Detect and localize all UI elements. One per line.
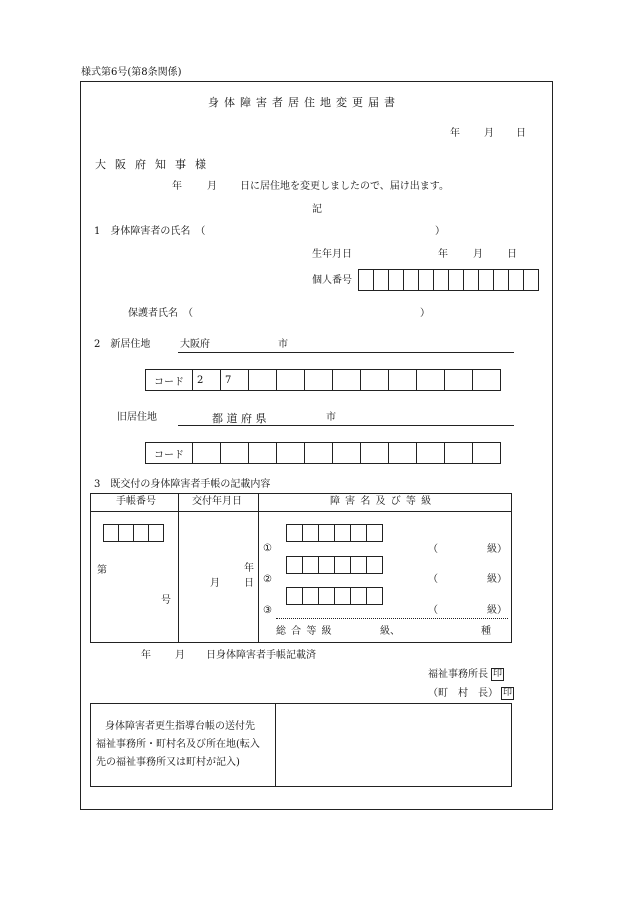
bottom-box-line1: 身体障害者更生指導台帳の送付先 (105, 721, 255, 732)
disability-cell[interactable] (366, 524, 383, 542)
individual-number-cell[interactable] (358, 269, 374, 291)
notebook-number-cell[interactable] (103, 524, 119, 542)
bottom-box-divider (275, 703, 276, 787)
town-chief-label: （町 村 長） (428, 688, 498, 699)
disability-2-grade: 級） (487, 574, 507, 585)
new-prefecture: 大阪府 (180, 339, 210, 350)
old-address-label: 旧居住地 (117, 412, 157, 423)
new-address-underline (178, 352, 514, 353)
disability-mark-2: ② (263, 574, 272, 585)
old-code-cell[interactable] (304, 442, 333, 464)
new-code-cell[interactable] (248, 369, 277, 391)
individual-number-cell[interactable] (418, 269, 434, 291)
bottom-box-line2: 福祉事務所・町村名及び所在地(転入 (96, 739, 260, 750)
disability-1-paren: （ (428, 544, 438, 555)
disability-cell[interactable] (350, 556, 367, 574)
individual-number-cell[interactable] (403, 269, 419, 291)
disability-cell[interactable] (366, 587, 383, 605)
disability-1-grade: 級） (487, 544, 507, 555)
date-year: 年 (450, 128, 460, 139)
old-code-cell[interactable] (332, 442, 361, 464)
disability-1-boxes[interactable] (286, 524, 383, 542)
disability-cell[interactable] (334, 524, 351, 542)
statement-year: 年 (172, 181, 182, 192)
recorded-month: 月 (175, 650, 185, 661)
disability-cell[interactable] (286, 524, 303, 542)
addressee: 大阪府知事様 (95, 158, 215, 171)
disability-3-grade: 級） (487, 605, 507, 616)
disability-cell[interactable] (334, 556, 351, 574)
new-code-cell[interactable] (472, 369, 501, 391)
individual-number-cell[interactable] (508, 269, 524, 291)
issue-day: 日 (244, 578, 254, 589)
individual-number-cell[interactable] (478, 269, 494, 291)
statement-month: 月 (207, 181, 217, 192)
disability-2-boxes[interactable] (286, 556, 383, 574)
disability-cell[interactable] (302, 556, 319, 574)
recorded-year: 年 (141, 650, 151, 661)
individual-number-boxes[interactable] (358, 269, 539, 291)
new-code-cell[interactable] (304, 369, 333, 391)
item1-close: ） (435, 226, 445, 237)
birth-year: 年 (438, 249, 448, 260)
old-code-cell[interactable] (276, 442, 305, 464)
new-code-cell[interactable] (332, 369, 361, 391)
individual-number-cell[interactable] (463, 269, 479, 291)
new-code-cell[interactable] (416, 369, 445, 391)
disability-cell[interactable] (318, 556, 335, 574)
seal-icon: 印 (502, 688, 512, 698)
individual-number-cell[interactable] (493, 269, 509, 291)
old-code-cell[interactable] (444, 442, 473, 464)
old-address-underline (178, 425, 514, 426)
new-code-cell[interactable]: 7 (220, 369, 249, 391)
seal-icon: 印 (492, 669, 502, 679)
office-chief (428, 668, 504, 681)
disability-cell[interactable] (302, 587, 319, 605)
old-code-boxes[interactable] (145, 442, 501, 464)
total-grade-kyu: 級、 (380, 626, 400, 637)
bottom-box-input[interactable] (277, 705, 510, 785)
individual-number-cell[interactable] (373, 269, 389, 291)
birth-day: 日 (507, 249, 517, 260)
individual-number-cell[interactable] (433, 269, 449, 291)
disability-cell[interactable] (318, 524, 335, 542)
statement-text: 日に居住地を変更しましたので、届け出ます。 (240, 181, 449, 192)
disability-2-paren: （ (428, 574, 438, 585)
town-chief (428, 687, 514, 700)
issue-year: 年 (244, 563, 254, 574)
item2-label: 2 新居住地 (94, 339, 151, 350)
header-notebook-number: 手帳番号 (116, 496, 156, 507)
old-code-cell[interactable] (220, 442, 249, 464)
individual-number-label: 個人番号 (312, 275, 352, 286)
item1-label: 1 身体障害者の氏名 （ (94, 226, 206, 237)
new-code-cell[interactable] (444, 369, 473, 391)
individual-number-cell[interactable] (523, 269, 539, 291)
old-code-cell[interactable] (192, 442, 221, 464)
disability-cell[interactable] (318, 587, 335, 605)
office-chief-label: 福祉事務所長 (428, 669, 488, 680)
disability-mark-3: ③ (263, 605, 272, 616)
item3-label: 3 既交付の身体障害者手帳の記載内容 (94, 479, 271, 490)
header-issue-date: 交付年月日 (192, 496, 242, 507)
guardian-close: ） (420, 308, 430, 319)
issue-month: 月 (210, 578, 220, 589)
form-number: 様式第6号(第8条関係) (81, 67, 182, 78)
new-code-cell[interactable] (276, 369, 305, 391)
new-code-cell[interactable] (388, 369, 417, 391)
new-code-label: コード (145, 369, 193, 391)
form-title: 身体障害者居住地変更届書 (208, 96, 400, 109)
disability-cell[interactable] (350, 587, 367, 605)
birth-month: 月 (473, 249, 483, 260)
old-code-cell[interactable] (360, 442, 389, 464)
old-code-cell[interactable] (416, 442, 445, 464)
guardian-label: 保護者氏名 （ (128, 308, 193, 319)
disability-cell[interactable] (286, 587, 303, 605)
total-grade-shu: 種 (481, 626, 491, 637)
disability-cell[interactable] (366, 556, 383, 574)
table-header-divider (90, 511, 512, 512)
new-code-boxes[interactable] (145, 369, 501, 391)
disability-cell[interactable] (334, 587, 351, 605)
header-disability-grade: 障 害 名 及 び 等 級 (330, 496, 433, 507)
new-city: 市 (278, 339, 288, 350)
old-prefecture: 都 道 府 県 (212, 412, 267, 425)
date-day: 日 (516, 128, 526, 139)
old-code-label: コード (145, 442, 193, 464)
notebook-number-cell[interactable] (133, 524, 149, 542)
disability-cell[interactable] (350, 524, 367, 542)
disability-mark-1: ① (263, 543, 272, 554)
notebook-number-cell[interactable] (148, 524, 164, 542)
disability-cell[interactable] (302, 524, 319, 542)
old-code-cell[interactable] (472, 442, 501, 464)
new-code-cell[interactable]: 2 (192, 369, 221, 391)
individual-number-cell[interactable] (388, 269, 404, 291)
notebook-number-boxes[interactable] (103, 524, 164, 542)
disability-cell[interactable] (286, 556, 303, 574)
bottom-box-line3: 先の福祉事務所又は町村が記入) (96, 757, 240, 768)
recorded-text: 日身体障害者手帳記載済 (206, 650, 316, 661)
old-code-cell[interactable] (248, 442, 277, 464)
date-month: 月 (484, 128, 494, 139)
disability-3-dotted-line (276, 618, 508, 619)
total-grade-label: 総 合 等 級 (276, 626, 333, 637)
birth-label: 生年月日 (312, 249, 352, 260)
notebook-number-cell[interactable] (118, 524, 134, 542)
ki-label: 記 (312, 204, 322, 215)
disability-3-boxes[interactable] (286, 587, 383, 605)
notebook-go: 号 (161, 595, 171, 606)
individual-number-cell[interactable] (448, 269, 464, 291)
old-city: 市 (326, 412, 336, 423)
notebook-dai: 第 (97, 565, 107, 576)
old-code-cell[interactable] (388, 442, 417, 464)
table-col-divider-2 (258, 493, 259, 643)
disability-3-paren: （ (428, 605, 438, 616)
new-code-cell[interactable] (360, 369, 389, 391)
table-col-divider-1 (178, 493, 179, 643)
